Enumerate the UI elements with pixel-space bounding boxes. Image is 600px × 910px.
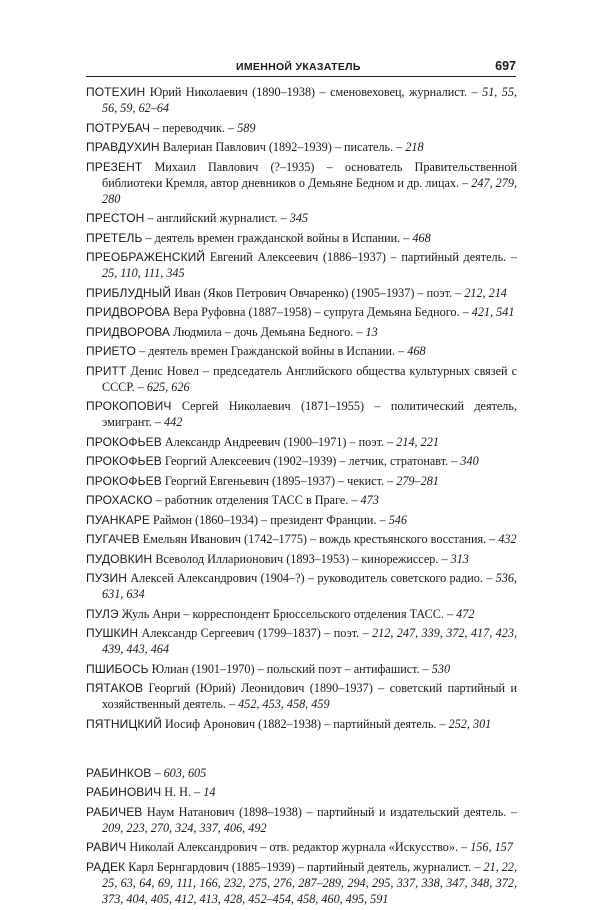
entry-pages: 345 xyxy=(289,211,309,225)
index-entry xyxy=(86,453,517,469)
entry-pages: 468 xyxy=(407,344,426,358)
index-entry xyxy=(86,324,517,340)
index-entry xyxy=(86,492,517,508)
index-entry xyxy=(86,765,517,781)
entry-name: ПУЗИН xyxy=(86,571,128,585)
entry-name: ПОТЕХИН xyxy=(86,85,146,99)
entry-description: Юлиан (1901–1970) – польский поэт – антифашист. – xyxy=(148,661,432,676)
entry-description: – переводчик. – xyxy=(150,120,238,135)
entry-name: РАБИНОВИЧ xyxy=(86,785,162,799)
entry-name: РАВИЧ xyxy=(86,840,127,854)
header-rule xyxy=(86,76,516,77)
entry-pages: 212, 214 xyxy=(464,285,507,300)
index-entry xyxy=(86,473,517,489)
entry-name: ПУШКИН xyxy=(86,626,139,640)
entry-pages: 252, 301 xyxy=(448,716,492,731)
entry-pages: 442 xyxy=(164,415,183,429)
index-entry xyxy=(86,398,517,430)
entry-description: – xyxy=(151,765,164,780)
entry-description: Денис Новел – председатель Английского общества культурных связей с СССР. – xyxy=(102,363,517,394)
index-entry xyxy=(86,249,517,281)
entry-pages: 21, 22, 25, 63, 64, 69, 111, 166, 232, 275, 276, 287–289, 294, 295, 337, 338, 347, 348, 372, 373, 404, 405, 412, 413, 428, 452–454, 458, 460, 495, 591 xyxy=(102,859,518,906)
index-entry xyxy=(86,304,517,320)
entry-description: Жуль Анри – корреспондент Брюссельского отделения ТАСС. – xyxy=(118,606,457,621)
index-entry xyxy=(86,363,517,395)
entry-pages: 432 xyxy=(498,532,517,546)
entry-pages: 51, 55, 56, 59, 62–64 xyxy=(102,85,518,115)
entry-pages: 536, 631, 634 xyxy=(102,571,517,601)
entry-description: Сергей Николаевич (1871–1955) – политический деятель, эмигрант. – xyxy=(102,399,517,429)
entry-pages: 25, 110, 111, 345 xyxy=(102,266,185,280)
entry-description: Юрий Николаевич (1890–1938) – сменовеховец, журналист. – xyxy=(145,85,483,99)
entry-description: Вера Руфовна (1887–1958) – супруга Демьяна Бедного. – xyxy=(170,305,472,319)
entry-description: Н. Н. – xyxy=(161,785,204,799)
entry-description: – английский журналист. – xyxy=(144,211,290,225)
entry-name: ПРИТТ xyxy=(86,363,127,378)
entry-description: Карл Бернгардович (1885–1939) – партийный деятель, журналист. – xyxy=(125,859,484,874)
entry-pages: 156, 157 xyxy=(470,840,513,854)
index-entry xyxy=(86,120,517,136)
entry-description: Евгений Алексеевич (1886–1937) – партийный деятель. – xyxy=(205,250,517,264)
entry-description: Валериан Павлович (1892–1939) – писатель. – xyxy=(159,140,406,154)
entry-description: Георгий Евгеньевич (1895–1937) – чекист. – xyxy=(161,473,397,488)
index-entry xyxy=(86,434,517,450)
entry-pages: 214, 221 xyxy=(396,434,439,449)
entry-description: Раймон (1860–1934) – президент Франции. – xyxy=(149,512,389,527)
entry-pages: 603, 605 xyxy=(163,765,207,780)
entry-pages: 209, 223, 270, 324, 337, 406, 492 xyxy=(102,820,267,835)
entry-pages: 473 xyxy=(360,493,379,507)
entry-name: ПРИДВОРОВА xyxy=(86,305,171,319)
entry-name: ПУЛЭ xyxy=(86,606,119,621)
entry-pages: 452, 453, 458, 459 xyxy=(238,697,330,711)
entry-name: ПРОХАСКО xyxy=(86,493,153,507)
entry-pages: 340 xyxy=(460,454,479,468)
entry-description: Иван (Яков Петрович Овчаренко) (1905–1937) – поэт. – xyxy=(171,285,465,300)
entry-pages: 14 xyxy=(203,785,216,799)
entry-description: Александр Сергеевич (1799–1837) – поэт. – xyxy=(138,626,373,640)
index-entry xyxy=(86,570,517,602)
entry-pages: 218 xyxy=(405,140,424,154)
entry-name: ПЯТНИЦКИЙ xyxy=(86,716,162,731)
entry-description: Александр Андреевич (1900–1971) – поэт. – xyxy=(161,434,397,449)
index-entry xyxy=(86,839,517,855)
entry-description: Алексей Александрович (1904–?) – руководитель советского радио. – xyxy=(127,571,496,585)
index-entry xyxy=(86,859,517,907)
entry-description: Людмила – дочь Демьяна Бедного. – xyxy=(170,324,366,339)
entry-name: ПШИБОСЬ xyxy=(86,661,149,676)
running-header xyxy=(86,57,516,77)
section-title: ИМЕННОЙ УКАЗАТЕЛЬ xyxy=(236,61,361,73)
index-entry xyxy=(86,606,517,622)
entry-name: ПРЕСТОН xyxy=(86,211,145,225)
entry-name: РАБИНКОВ xyxy=(86,765,152,780)
index-entry xyxy=(86,551,517,567)
entry-pages: 247, 279, 280 xyxy=(102,175,517,206)
entry-name: ПУАНКАРЕ xyxy=(86,512,150,527)
entry-pages: 546 xyxy=(388,512,407,527)
entry-pages: 472 xyxy=(456,606,475,621)
entry-description: Георгий Алексеевич (1902–1939) – летчик, стратонавт. – xyxy=(161,454,461,468)
entry-name: ПРОКОФЬЕВ xyxy=(86,434,162,449)
entry-name: ПРАВДУХИН xyxy=(86,140,160,154)
entry-name: ПЯТАКОВ xyxy=(86,681,144,695)
entry-description: Николай Александрович – отв. редактор журнала «Искусство». – xyxy=(126,840,471,854)
entry-name: ПРЕЗЕНТ xyxy=(86,159,143,174)
entry-name: ПРОКОФЬЕВ xyxy=(86,473,162,488)
entry-name: ПРИДВОРОВА xyxy=(86,324,171,339)
entry-name: ПУДОВКИН xyxy=(86,551,153,566)
index-entry xyxy=(86,625,517,657)
entry-pages: 530 xyxy=(431,661,451,676)
entry-pages: 589 xyxy=(237,120,256,135)
entry-description: Георгий (Юрий) Леонидович (1890–1937) – советский партийный и хозяйственный деятель. – xyxy=(102,681,517,711)
entry-pages: 313 xyxy=(450,551,469,566)
entry-name: ПРЕТЕЛЬ xyxy=(86,230,143,245)
name-index-list xyxy=(86,84,517,910)
entry-name: ПОТРУБАЧ xyxy=(86,120,151,135)
index-entry xyxy=(86,210,517,226)
entry-pages: 421, 541 xyxy=(471,305,515,319)
index-entry xyxy=(86,716,517,732)
entry-pages: 212, 247, 339, 372, 417, 423, 439, 443, 464 xyxy=(102,626,518,656)
entry-description: Всеволод Илларионович (1893–1953) – кинорежиссер. – xyxy=(152,551,451,566)
index-entry xyxy=(86,230,517,246)
entry-description: Иосиф Аронович (1882–1938) – партийный деятель. – xyxy=(161,716,449,731)
index-entry xyxy=(86,512,517,528)
index-entry xyxy=(86,531,517,547)
entry-name: ПРЕОБРАЖЕНСКИЙ xyxy=(86,250,206,264)
index-entry xyxy=(86,661,517,677)
entry-description: – деятель времен Гражданской войны в Испании. – xyxy=(135,344,408,358)
entry-description: Емельян Иванович (1742–1775) – вождь крестьянского восстания. – xyxy=(139,532,499,546)
index-entry xyxy=(86,343,517,359)
entry-pages: 625, 626 xyxy=(146,379,190,394)
index-entry xyxy=(86,139,517,155)
entry-name: РАДЕК xyxy=(86,859,126,874)
entry-description: Михаил Павлович (?–1935) – основатель Правительственной библиотеки Кремля, автор дневников о Демьяне Бедном и др. лицах. – xyxy=(102,159,517,190)
page-number: 697 xyxy=(495,59,516,73)
entry-pages: 13 xyxy=(365,324,378,339)
index-entry xyxy=(86,285,517,301)
index-entry xyxy=(86,784,517,800)
index-entry xyxy=(86,84,517,116)
entry-pages: 279–281 xyxy=(396,473,439,488)
index-entry xyxy=(86,159,517,207)
index-entry xyxy=(86,680,517,712)
entry-name: ПУГАЧЕВ xyxy=(86,532,140,546)
entry-name: ПРОКОПОВИЧ xyxy=(86,399,172,413)
entry-description: – деятель времен гражданской войны в Испании. – xyxy=(142,230,413,245)
index-entry xyxy=(86,804,517,836)
entry-name: ПРОКОФЬЕВ xyxy=(86,454,162,468)
entry-name: РАБИЧЕВ xyxy=(86,804,143,819)
entry-name: ПРИБЛУДНЫЙ xyxy=(86,285,172,300)
entry-pages: 468 xyxy=(412,230,431,245)
entry-description: – работник отделения ТАСС в Праге. – xyxy=(152,493,361,507)
entry-name: ПРИЕТО xyxy=(86,344,136,358)
entry-description: Наум Натанович (1898–1938) – партийный и издательский деятель. – xyxy=(142,804,517,819)
